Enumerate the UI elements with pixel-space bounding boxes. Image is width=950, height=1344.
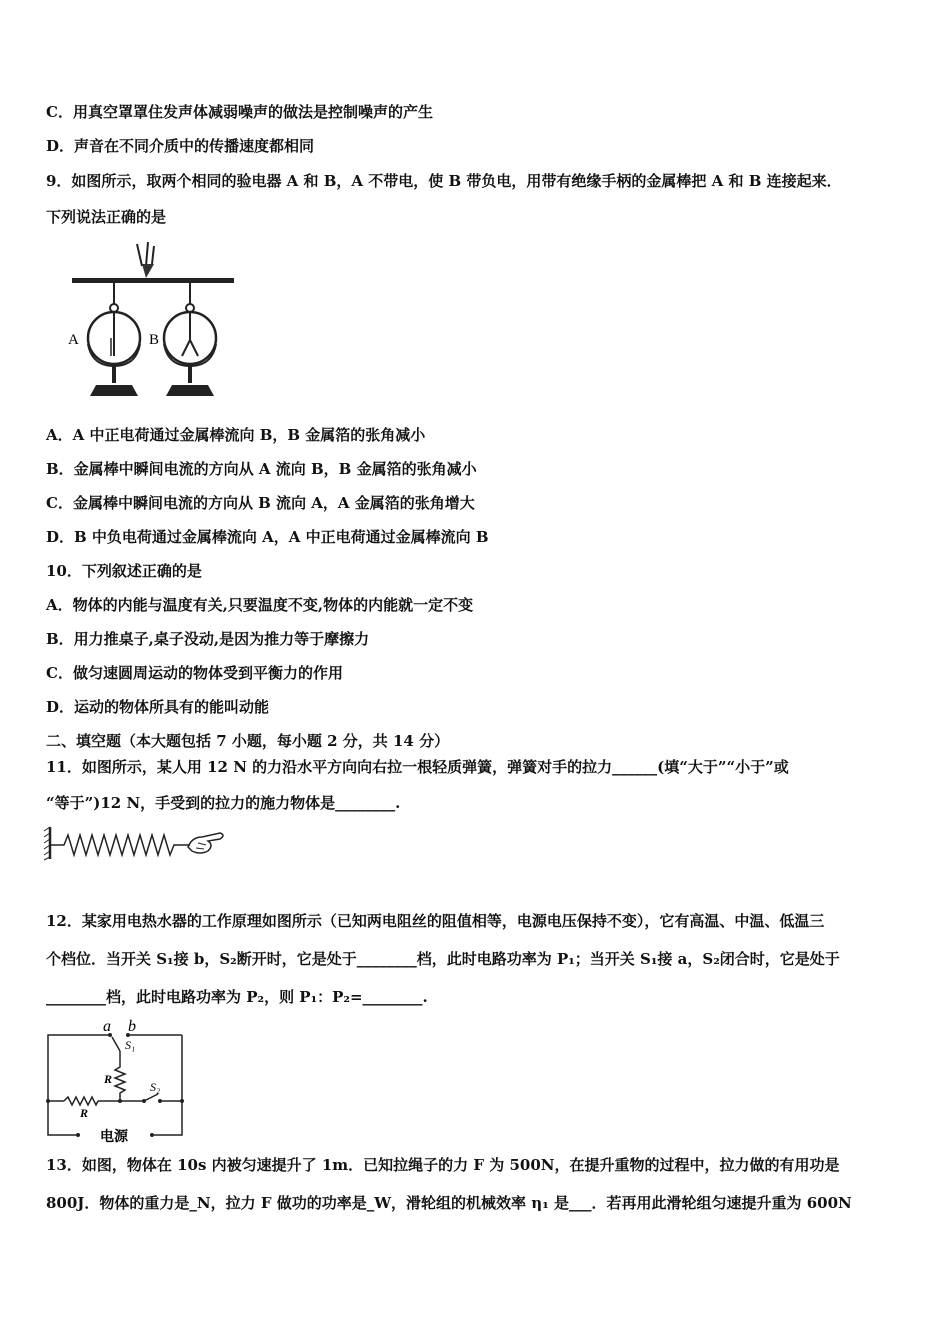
question-13-stem: 13．如图，物体在 10s 内被匀速提升了 1m．已知拉绳子的力 F 为 500N，在提升重物的过程中，拉力做的有用功是 (46, 1156, 840, 1174)
label-contact-a: a (103, 1018, 111, 1035)
option-8c: C．用真空罩罩住发声体减弱噪声的做法是控制噪声的产生 (46, 103, 433, 121)
label-power-source: 电源 (100, 1130, 128, 1143)
option-9c: C．金属棒中瞬间电流的方向从 B 流向 A，A 金属箔的张角增大 (46, 494, 475, 512)
question-11-stem: 11．如图所示，某人用 12 N 的力沿水平方向向右拉一根轻质弹簧，弹簧对手的拉力______(填“大于”“小于”或 (46, 758, 789, 776)
option-10d: D．运动的物体所具有的能叫动能 (46, 698, 270, 716)
label-s2: S₂ (150, 1080, 161, 1094)
question-9-stem-cont: 下列说法正确的是 (46, 208, 167, 226)
label-b: B (149, 332, 160, 348)
option-10a: A．物体的内能与温度有关,只要温度不变,物体的内能就一定不变 (46, 596, 474, 614)
option-9d: D．B 中负电荷通过金属棒流向 A，A 中正电荷通过金属棒流向 B (46, 528, 489, 546)
circuit-figure (40, 1017, 190, 1143)
option-9a: A．A 中正电荷通过金属棒流向 B，B 金属箔的张角减小 (46, 426, 426, 444)
question-9-stem: 9．如图所示，取两个相同的验电器 A 和 B，A 不带电，使 B 带负电，用带有绝缘手柄的金属棒把 A 和 B 连接起来． (46, 172, 842, 190)
label-a: A (68, 332, 79, 348)
option-9b: B．金属棒中瞬间电流的方向从 A 流向 B，B 金属箔的张角减小 (46, 460, 477, 478)
question-12-stem-cont2: ________档，此时电路功率为 P₂，则 P₁：P₂=________. (46, 988, 428, 1006)
option-8d: D．声音在不同介质中的传播速度都相同 (46, 137, 315, 155)
question-12-stem-cont1: 个档位．当开关 S₁接 b，S₂断开时，它是处于________档，此时电路功率为 P₁；当开关 S₁接 a，S₂闭合时，它是处于 (46, 950, 840, 968)
question-12-stem: 12．某家用电热水器的工作原理如图所示（已知两电阻丝的阻值相等，电源电压保持不变），它有高温、中温、低温三 (46, 912, 825, 930)
option-10c: C．做匀速圆周运动的物体受到平衡力的作用 (46, 664, 343, 682)
section-2-heading: 二、填空题（本大题包括 7 小题，每小题 2 分，共 14 分） (46, 732, 450, 750)
question-11-stem-cont: “等于”)12 N，手受到的拉力的施力物体是________. (46, 794, 401, 812)
label-r-horizontal: R (80, 1106, 89, 1120)
question-13-stem-cont: 800J．物体的重力是_N，拉力 F 做功的功率是_W，滑轮组的机械效率 η₁ 是___．若再用此滑轮组匀速提升重为 600N (46, 1194, 852, 1212)
option-10b: B．用力推桌子,桌子没动,是因为推力等于摩擦力 (46, 630, 370, 648)
spring-figure (42, 825, 232, 861)
label-r-vertical: R (104, 1072, 113, 1086)
question-10-stem: 10．下列叙述正确的是 (46, 562, 202, 580)
electroscope-figure (62, 238, 242, 408)
label-contact-b: b (128, 1018, 136, 1035)
label-s1: S₁ (125, 1038, 136, 1052)
